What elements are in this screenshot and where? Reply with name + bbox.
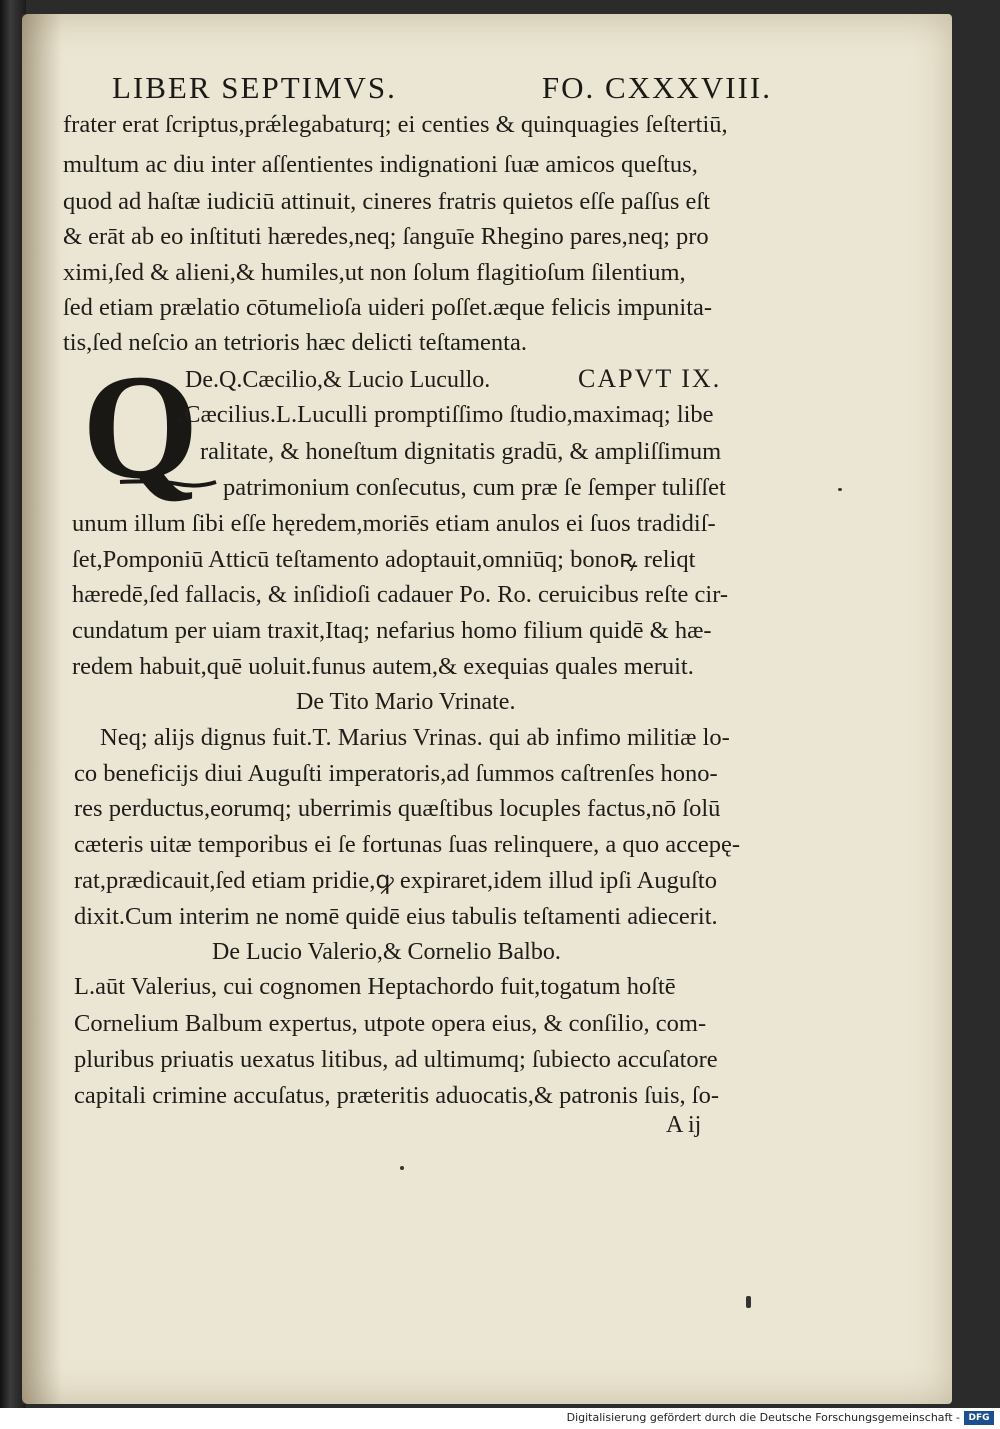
drop-cap-initial: Q bbox=[82, 344, 199, 510]
text-line: & erāt ab eo inſtituti hæredes,neq; ſanguīe Rhegino pares,neq; pro bbox=[63, 223, 709, 250]
text-line: ſed etiam prælatio cōtumelioſa uideri poſſet.æque felicis impunita- bbox=[63, 294, 713, 321]
text-line: pluribus priuatis uexatus litibus, ad ultimumq; ſubiecto accuſatore bbox=[74, 1046, 718, 1073]
text-line: ximi,ſed & alieni,& humiles,ut non ſolum flagitioſum ſilentium, bbox=[63, 259, 686, 286]
chapter-heading: De.Q.Cæcilio,& Lucio Lucullo. bbox=[185, 367, 491, 393]
signature-mark: A ij bbox=[666, 1112, 702, 1138]
text-line: rat,prædicauit,ſed etiam pridie,ꝙ expiraret,idem illud ipſi Auguſto bbox=[74, 867, 717, 894]
paper-speck bbox=[838, 488, 842, 491]
text-line: quod ad haſtæ iudiciū attinuit, cineres fratris quietos eſſe paſſus eſt bbox=[63, 188, 711, 215]
text-line: patrimonium conſecutus, cum præ ſe ſemper tuliſſet bbox=[223, 474, 726, 501]
text-line: unum illum ſibi eſſe hęredem,moriēs etiam anulos ei ſuos tradidiſ- bbox=[72, 510, 716, 537]
text-line: dixit.Cum interim ne nomē quidē eius tabulis teſtamenti adiecerit. bbox=[74, 903, 718, 930]
text-line: tis,ſed neſcio an tetrioris hæc delicti teſtamenta. bbox=[63, 329, 527, 356]
digitization-footer bbox=[0, 1408, 1000, 1429]
text-line: ralitate, & honeſtum dignitatis gradū, & ampliſſimum bbox=[200, 438, 722, 465]
text-line: ſet,Pomponiū Atticū teſtamento adoptauit,omniūq; bonoꝶ reliqt bbox=[72, 546, 696, 573]
text-line: Neq; alijs dignus fuit.T. Marius Vrinas. qui ab infimo militiæ lo- bbox=[100, 724, 730, 751]
drop-cap-flourish bbox=[118, 478, 218, 490]
text-line: frater erat ſcriptus,prǽlegabaturq; ei centies & quinquagies ſeſtertiū, bbox=[63, 111, 728, 138]
gutter-shade bbox=[22, 14, 62, 1404]
text-line: res perductus,eorumq; uberrimis quæſtibus locuples factus,nō ſolū bbox=[74, 795, 721, 822]
paper-speck bbox=[746, 1296, 751, 1308]
running-header bbox=[112, 70, 772, 110]
dfg-logo: DFG bbox=[964, 1411, 994, 1425]
text-line: co beneficijs diui Auguſti imperatoris,ad ſummos caſtrenſes hono- bbox=[74, 760, 718, 787]
paper-speck bbox=[400, 1166, 404, 1170]
text-line: .Cæcilius.L.Luculli promptiſſimo ſtudio,maximaq; libe bbox=[178, 401, 714, 428]
text-line: hæredē,ſed fallacis, & inſidioſi cadauer Po. Ro. ceruicibus reſte cir- bbox=[72, 581, 729, 608]
section-heading: De Tito Mario Vrinate. bbox=[296, 689, 516, 715]
text-line: capitali crimine accuſatus, præteritis aduocatis,& patronis ſuis, ſo- bbox=[74, 1082, 719, 1109]
text-line: redem habuit,quē uoluit.funus autem,& exequias quales meruit. bbox=[72, 653, 694, 680]
text-line: cundatum per uiam traxit,Itaq; nefarius homo filium quidē & hæ- bbox=[72, 617, 712, 644]
header-book-title: LIBER SEPTIMVS. bbox=[112, 70, 397, 105]
text-line: Cornelium Balbum expertus, utpote opera eius, & conſilio, com- bbox=[74, 1010, 707, 1037]
text-line: L.aūt Valerius, cui cognomen Heptachordo fuit,togatum hoſtē bbox=[74, 973, 676, 1000]
footer-credit: Digitalisierung gefördert durch die Deutsche Forschungsgemeinschaft - bbox=[566, 1411, 960, 1424]
text-line: multum ac diu inter aſſentientes indignationi ſuæ amicos queſtus, bbox=[63, 151, 698, 178]
section-heading: De Lucio Valerio,& Cornelio Balbo. bbox=[212, 939, 561, 965]
header-folio-number: FO. CXXXVIII. bbox=[541, 70, 772, 105]
text-line: cæteris uitæ temporibus ei ſe fortunas ſuas relinquere, a quo accepę- bbox=[74, 831, 741, 858]
chapter-number: CAPVT IX. bbox=[578, 364, 722, 393]
